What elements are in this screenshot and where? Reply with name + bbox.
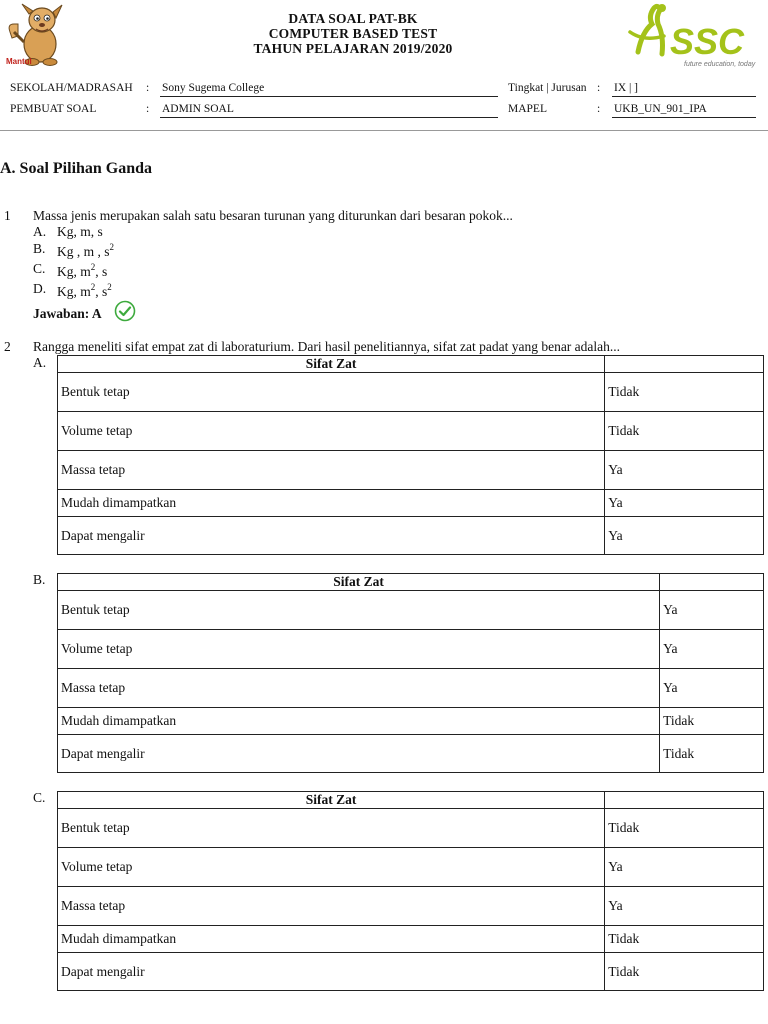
colon: : <box>146 82 150 94</box>
option-letter: C. <box>33 790 46 805</box>
school-value-text: Sony Sugema College <box>162 82 265 94</box>
subject-value-text: UKB_UN_901_IPA <box>614 103 707 115</box>
author-label: PEMBUAT SOAL <box>10 103 97 115</box>
option-letter: B. <box>33 572 46 587</box>
table-cell-property: Mudah dimampatkan <box>58 490 605 517</box>
option-table-c <box>57 791 764 991</box>
table-row <box>58 887 764 926</box>
logo-tagline: future education, today <box>684 61 756 68</box>
table-header: Sifat Zat <box>58 356 605 373</box>
question-text: Massa jenis merupakan salah satu besaran turunan yang diturunkan dari besaran pokok... <box>33 208 513 223</box>
table-row <box>58 591 764 630</box>
header-title-1: DATA SOAL PAT-BK <box>288 11 418 26</box>
table-cell-property: Volume tetap <box>58 630 660 669</box>
option-text-main: Kg , m , s <box>57 244 110 259</box>
table-row <box>58 517 764 555</box>
table-header-row <box>58 356 764 373</box>
table-header-empty <box>605 792 764 809</box>
table-cell-value: Tidak <box>605 926 764 953</box>
table-cell-value: Ya <box>605 887 764 926</box>
subject-value <box>612 103 756 118</box>
question-number: 1 <box>4 208 11 223</box>
table-cell-value: Ya <box>605 848 764 887</box>
table-row <box>58 669 764 708</box>
table-cell-value: Ya <box>605 490 764 517</box>
table-cell-property: Mudah dimampatkan <box>58 926 605 953</box>
table-header-empty <box>660 574 764 591</box>
table-cell-value: Tidak <box>605 809 764 848</box>
table-header-empty <box>605 356 764 373</box>
ssc-logo <box>624 2 756 68</box>
table-cell-value: Ya <box>660 669 764 708</box>
table-header-row <box>58 792 764 809</box>
option-table-b <box>57 573 764 773</box>
table-header-row <box>58 574 764 591</box>
grade-value-text: IX | ] <box>614 82 639 94</box>
table-header: Sifat Zat <box>58 792 605 809</box>
option-text <box>57 264 107 280</box>
option-table-a <box>57 355 764 555</box>
option-text-main: Kg, m, s <box>57 224 103 239</box>
table-cell-value: Ya <box>605 517 764 555</box>
table-cell-value: Ya <box>660 591 764 630</box>
table-cell-value: Tidak <box>605 412 764 451</box>
table-cell-property: Bentuk tetap <box>58 373 605 412</box>
option-letter: A. <box>33 355 47 370</box>
grade-value <box>612 82 756 97</box>
table-row <box>58 926 764 953</box>
subject-label: MAPEL <box>508 103 547 115</box>
table-row <box>58 953 764 991</box>
table-cell-value: Ya <box>660 630 764 669</box>
option-superscript: 2 <box>107 282 112 292</box>
table-cell-property: Massa tetap <box>58 887 605 926</box>
table-cell-value: Tidak <box>605 953 764 991</box>
option-text <box>57 284 112 300</box>
table-row <box>58 412 764 451</box>
table-header: Sifat Zat <box>58 574 660 591</box>
option-letter: A. <box>33 224 47 239</box>
table-row <box>58 451 764 490</box>
table-cell-value: Tidak <box>660 735 764 773</box>
option-letter: B. <box>33 241 46 256</box>
question-number: 2 <box>4 339 11 354</box>
colon: : <box>597 82 601 94</box>
table-row <box>58 735 764 773</box>
option-letter: D. <box>33 281 47 296</box>
colon: : <box>597 103 601 115</box>
header-divider <box>0 130 768 131</box>
table-cell-property: Dapat mengalir <box>58 517 605 555</box>
table-cell-property: Bentuk tetap <box>58 591 660 630</box>
table-cell-property: Dapat mengalir <box>58 953 605 991</box>
table-row <box>58 490 764 517</box>
table-cell-property: Dapat mengalir <box>58 735 660 773</box>
option-letter: C. <box>33 261 46 276</box>
header-title-3: TAHUN PELAJARAN 2019/2020 <box>253 41 453 56</box>
table-row <box>58 708 764 735</box>
table-row <box>58 809 764 848</box>
school-label: SEKOLAH/MADRASAH <box>10 82 133 94</box>
table-cell-property: Massa tetap <box>58 451 605 490</box>
table-cell-property: Massa tetap <box>58 669 660 708</box>
option-text-tail: , s <box>95 284 108 299</box>
answer-label: Jawaban: A <box>33 306 102 321</box>
table-cell-property: Bentuk tetap <box>58 809 605 848</box>
option-text-main: Kg, m <box>57 284 91 299</box>
check-circle-icon <box>114 300 136 322</box>
header-title-2: COMPUTER BASED TEST <box>268 26 438 41</box>
table-row <box>58 848 764 887</box>
option-text <box>57 224 103 240</box>
mascot-label: Mantul <box>6 57 32 66</box>
table-cell-property: Volume tetap <box>58 412 605 451</box>
table-cell-value: Tidak <box>660 708 764 735</box>
grade-label: Tingkat | Jurusan <box>508 82 587 94</box>
option-text <box>57 244 114 260</box>
table-row <box>58 630 764 669</box>
author-value <box>160 103 498 118</box>
option-text-main: Kg, m <box>57 264 91 279</box>
table-row <box>58 373 764 412</box>
section-title: A. Soal Pilihan Ganda <box>0 160 153 177</box>
logo-text: SSC <box>670 21 745 62</box>
option-superscript: 2 <box>109 242 115 252</box>
option-superscript: 2 <box>90 262 96 272</box>
table-cell-value: Ya <box>605 451 764 490</box>
question-text: Rangga meneliti sifat empat zat di laboraturium. Dari hasil penelitiannya, sifat zat padat yang benar adalah... <box>33 339 621 354</box>
option-text-tail: , s <box>95 264 108 279</box>
table-cell-property: Volume tetap <box>58 848 605 887</box>
table-cell-property: Mudah dimampatkan <box>58 708 660 735</box>
option-superscript: 2 <box>90 282 96 292</box>
author-value-text: ADMIN SOAL <box>162 103 234 115</box>
school-value <box>160 82 498 97</box>
table-cell-value: Tidak <box>605 373 764 412</box>
colon: : <box>146 103 150 115</box>
